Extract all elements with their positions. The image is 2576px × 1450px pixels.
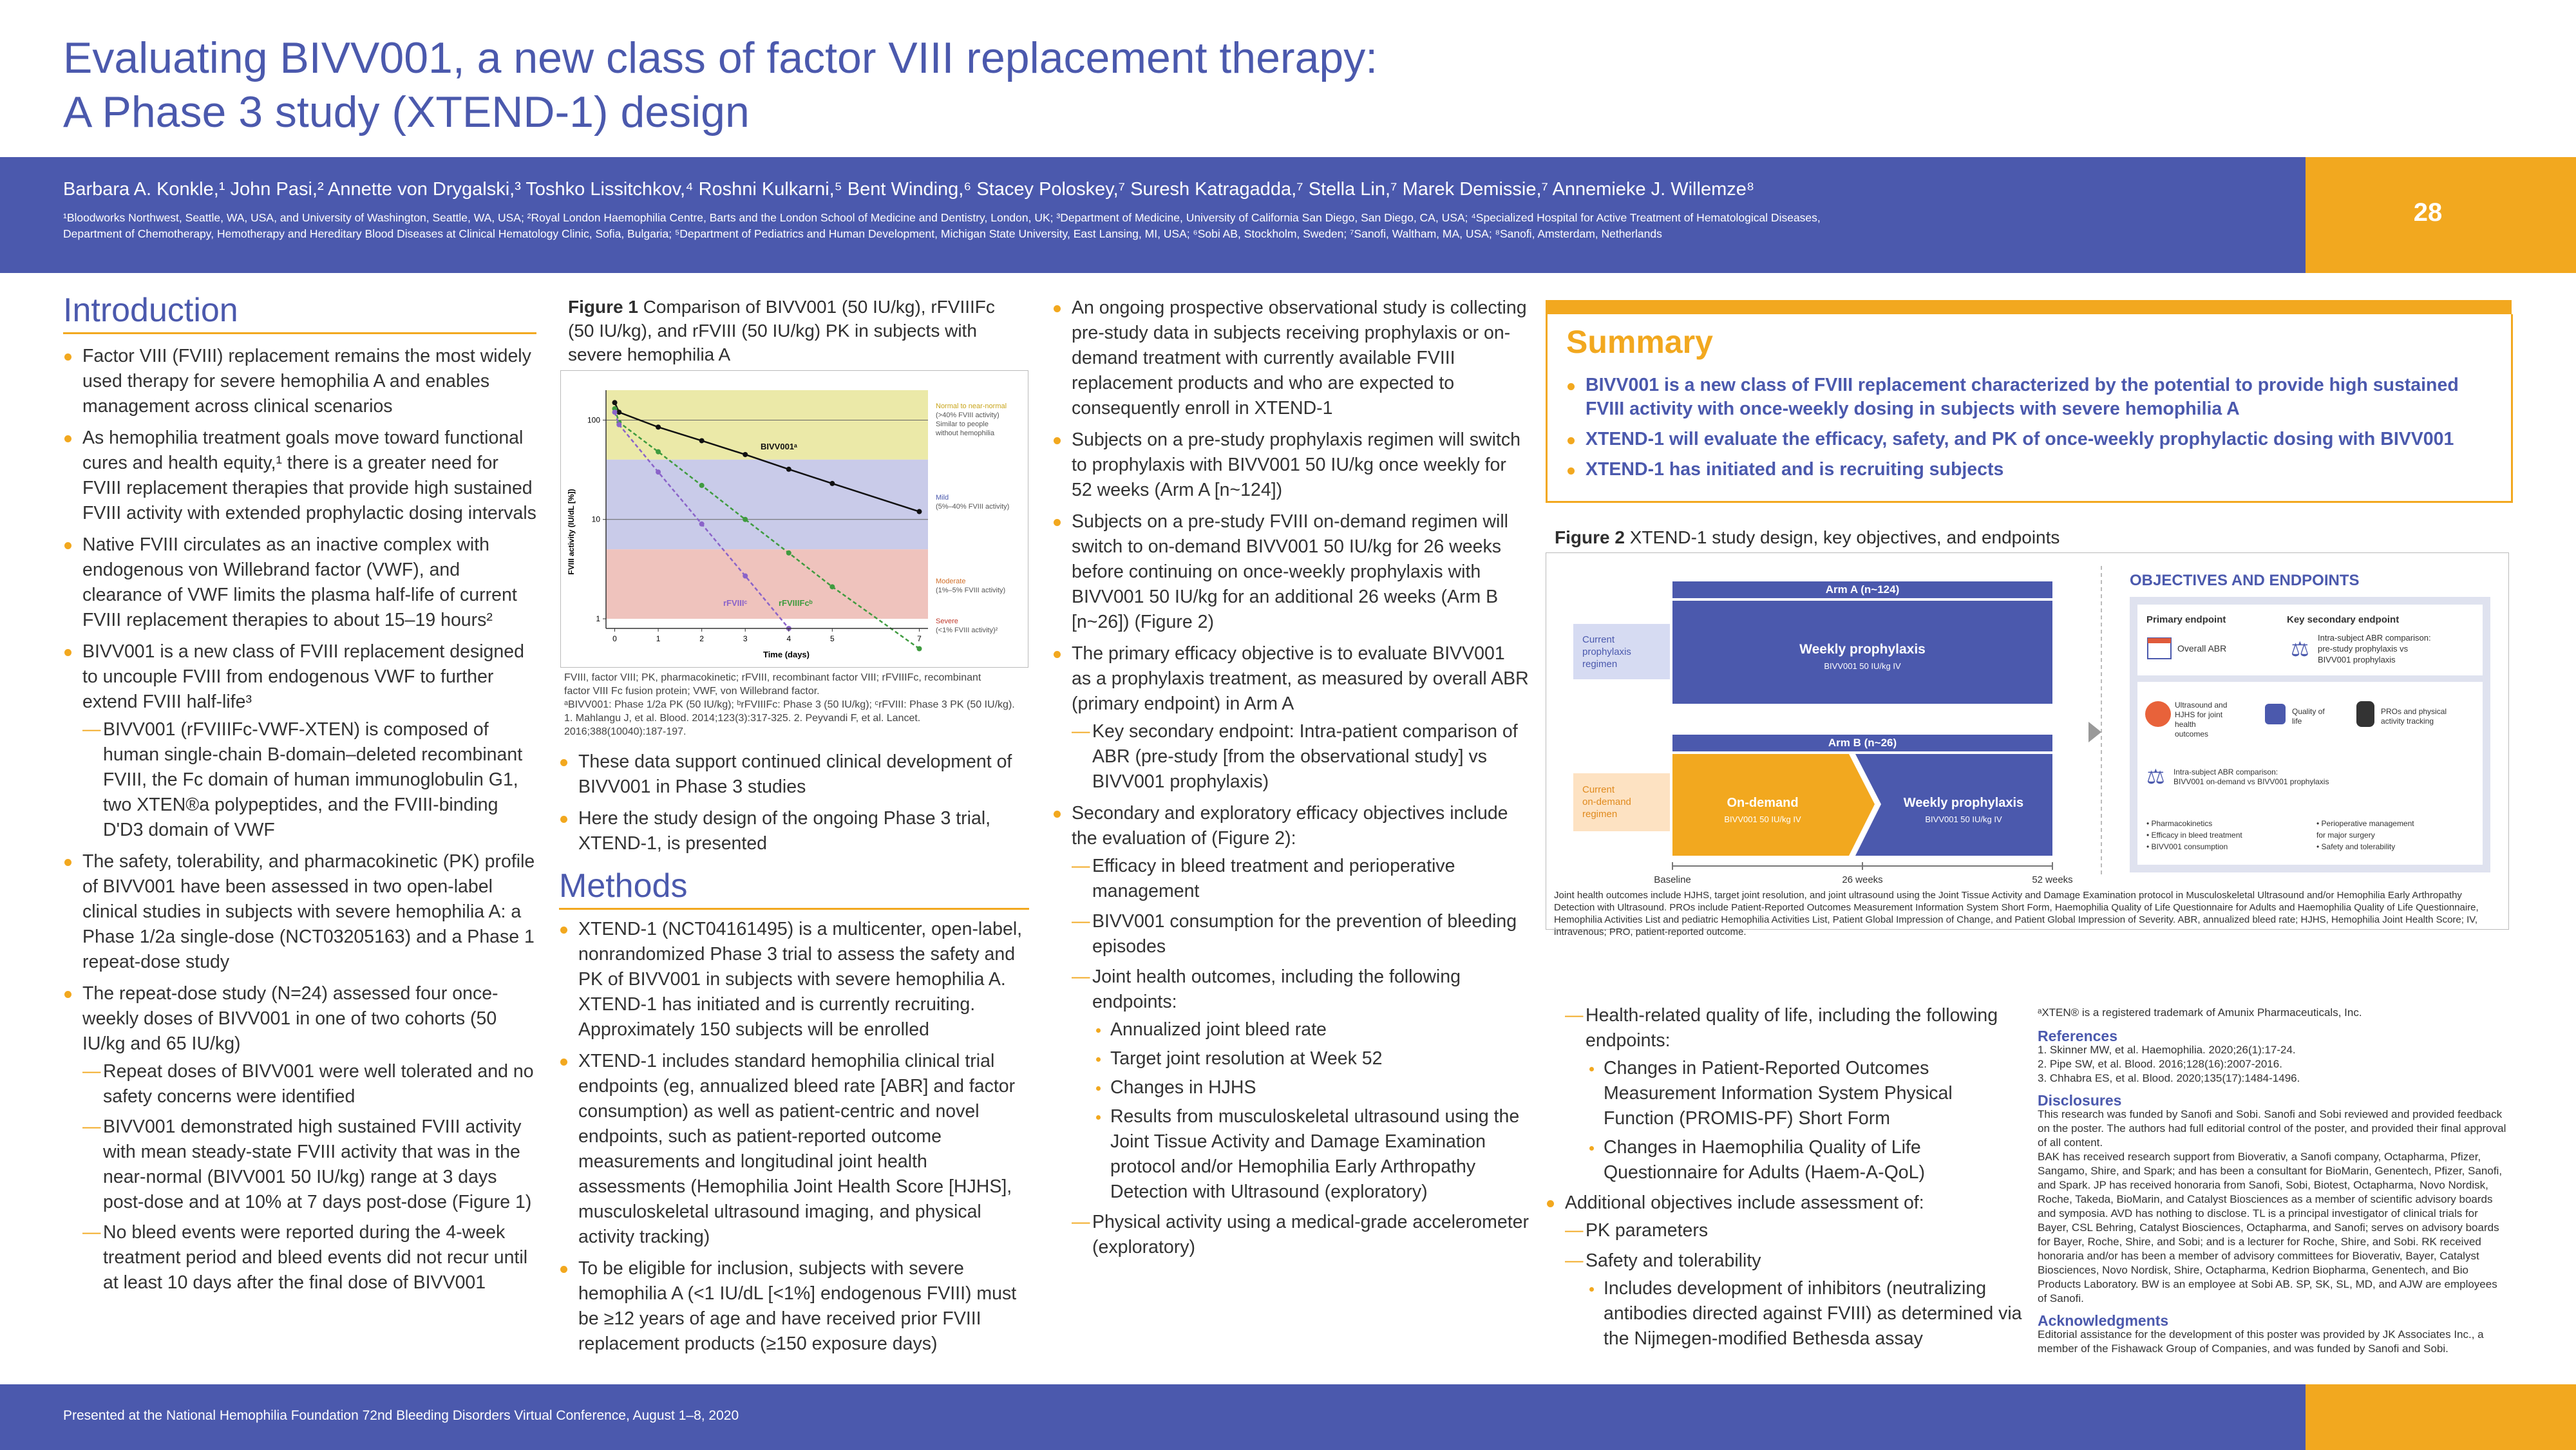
summary-top-bar <box>1546 300 2512 314</box>
data-point <box>743 517 748 522</box>
title-line-2: A Phase 3 study (XTEND-1) design <box>63 88 750 137</box>
data-point <box>612 400 618 405</box>
arm-b-ondemand-label: On-demand <box>1727 796 1799 810</box>
methods-continued <box>1052 296 1529 1266</box>
sub-sub-list-item: Annualized joint bleed rate <box>1092 1017 1529 1042</box>
zone-moderate-label: Moderate <box>936 578 966 585</box>
references-heading: References <box>2038 1028 2118 1044</box>
intra-subject-2-label: Intra-subject ABR comparison: BIVV001 on-demand vs BIVV001 prophylaxis <box>2174 767 2329 786</box>
sub-sub-list-item: Changes in Patient-Reported Outcomes Measurement Information System Physical Function (PROMIS-PF) Short Form <box>1586 1056 2022 1131</box>
list-item: To be eligible for inclusion, subjects with severe hemophilia A (<1 IU/dL [<1%] endogenous FVIII) must be ≥12 years of age and have received prior FVIII replacement products (≥150 exposure days) <box>559 1256 1036 1357</box>
data-point <box>916 646 922 651</box>
poster-title <box>63 31 1738 139</box>
sub-list-item: — BIVV001 (rFVIIIFc-VWF-XTEN) is composed of human single-chain B-domain–deleted recombinant FVIII, the Fc domain of human immunoglobulin G1, two XTEN®a polypeptides, and the FVIII-binding D'D3 domain of VWF <box>82 717 540 843</box>
figure-2-label: Figure 2 <box>1555 527 1625 547</box>
data-point <box>743 452 748 457</box>
ultrasound-label: Ultrasound and HJHS for joint health outcomes <box>2175 701 2228 739</box>
primary-endpoint-heading: Primary endpoint <box>2146 614 2226 625</box>
introduction-rule <box>63 332 536 334</box>
figure-1-note-1: FVIII, factor VIII; PK, pharmacokinetic; rFVIII, recombinant factor VIII; rFVIIIFc, recombinant <box>564 672 981 683</box>
sub-sub-list-item: Changes in HJHS <box>1092 1075 1529 1100</box>
arm-b-label: Arm B (n~26) <box>1828 737 1897 749</box>
quality-of-life-icon <box>2265 704 2286 724</box>
sub-list-item-text: Safety and tolerability <box>1586 1250 1761 1271</box>
list-item: XTEND-1 has initiated and is recruiting subjects <box>1566 458 2494 482</box>
data-point <box>743 573 748 578</box>
figure-1-chart-box <box>560 370 1028 668</box>
list-item: Subjects on a pre-study FVIII on-demand regimen will switch to on-demand BIVV001 50 IU/kg for 26 weeks before continuing on once-weekly prophylaxis with BIVV001 50 IU/kg for an additional 26 weeks (Arm B [n~26]) (Figure 2) <box>1052 509 1529 635</box>
reference-2: 2. Pipe SW, et al. Blood. 2016;128(16):2007-2016. <box>2038 1058 2282 1070</box>
zone-severe-label: Severe <box>936 617 958 625</box>
list-item: XTEND-1 (NCT04161495) is a multicenter, open-label, nonrandomized Phase 3 trial to assess the safety and PK of BIVV001 in subjects with severe hemophilia A. XTEND-1 has initiated and is currently recruiting. Approximately 150 subjects will be enrolled <box>559 917 1036 1042</box>
x-tick-label: 7 <box>917 634 922 643</box>
sub-list-item: — PK parameters <box>1565 1218 2022 1243</box>
objectives-title: OBJECTIVES AND ENDPOINTS <box>2130 572 2360 589</box>
zone-moderate <box>606 549 928 619</box>
y-tick-label: 100 <box>587 415 600 425</box>
y-tick-label: 10 <box>591 514 600 524</box>
sub-list-item <box>1565 1248 2022 1351</box>
data-point <box>699 438 705 443</box>
list-item <box>1546 1191 2022 1351</box>
scale-icon-2: ⚖ <box>2146 765 2165 788</box>
sub-list-item-text: Health-related quality of life, including the following endpoints: <box>1586 1005 1998 1051</box>
figure-1-notes <box>564 671 1025 739</box>
figure-2-note: Joint health outcomes include HJHS, target joint resolution, and joint ultrasound using the Joint Tissue Activity and Damage Examination protocol in Musculoskeletal Ultrasound and/or Hemophilia Early Arthropathy Detection with Ultrasound. PROs include Patient-Reported Outcomes Measurement Information System Short Form, Haemophilia Quality of Life Questionnaire for Adults and Haemophilia Quality of Life Questionnaire, Hemophilia Activities List and pediatric Hemophilia Activities List, Patient Global Impression of Change, and Patient Global Impression of Severity. ABR, annualized bleed rate; HJHS, Hemophilia Joint Health Score; IV, intravenous; PRO, patient-reported outcome. <box>1554 890 2479 937</box>
intra-subject-label: Intra-subject ABR comparison: pre-study prophylaxis vs BIVV001 prophylaxis <box>2318 633 2431 664</box>
data-point <box>829 481 835 486</box>
data-point <box>656 424 661 429</box>
affiliations-line-1: ¹Bloodworks Northwest, Seattle, WA, USA, and University of Washington, Seattle, WA, USA; ²Royal London Haemophilia Centre, Barts and the London School of Medicine and Dentistry, London, UK; ³Department of Medicine, University of California San Diego, San Diego, CA, USA; ⁴Specialized Hospital for Active Treatment of Hematological Diseases, <box>63 211 1821 224</box>
data-point <box>786 551 791 556</box>
list-item: An ongoing prospective observational study is collecting pre-study data in subjects receiving prophylaxis or on-demand treatment with currently available FVIII replacement products and who are expected to consequently enroll in XTEND-1 <box>1052 296 1529 421</box>
footer-text: Presented at the National Hemophilia Foundation 72nd Bleeding Disorders Virtual Conference, August 1–8, 2020 <box>63 1408 739 1423</box>
footer-orange-band <box>2306 1384 2576 1450</box>
list-item: Native FVIII circulates as an inactive complex with endogenous von Willebrand factor (VWF), and clearance of VWF limits the plasma half-life of current FVIII replacement therapies to about 15–19 hours² <box>63 532 540 633</box>
x-tick-label: 5 <box>830 634 835 643</box>
list-item-text: Secondary and exploratory efficacy objectives include the evaluation of (Figure 2): <box>1072 803 1508 849</box>
figure-1-note-3: ᵃBIVV001: Phase 1/2a PK (50 IU/kg); ᵇrFVIIIFc: Phase 3 (50 IU/kg); ᶜrFVIII: Phase 3 PK (50 IU/kg). <box>564 699 1015 710</box>
author-list: Barbara A. Konkle,¹ John Pasi,² Annette von Drygalski,³ Toshko Lissitchkov,⁴ Roshni Kulkarni,⁵ Bent Winding,⁶ Stacey Poloskey,⁷ Suresh Katragadda,⁷ Stella Lin,⁷ Marek Demissie,⁷ Annemieke J. Willemze⁸ <box>63 179 1755 200</box>
arm-b-weekly-prophylaxis-label: Weekly prophylaxis <box>1903 796 2024 810</box>
data-point <box>699 483 705 488</box>
references-section <box>2038 1006 2508 1356</box>
x-tick-label: 4 <box>786 634 791 643</box>
figure-1-note-5: 2016;388(10040):187-197. <box>564 726 687 737</box>
zone-normal-sub-3: without hemophilia <box>936 429 995 437</box>
y-tick-label: 1 <box>596 614 600 624</box>
quality-of-life-label: Quality of life <box>2292 707 2325 726</box>
objectives-continued <box>1546 1001 2022 1358</box>
timeline-baseline-label: Baseline <box>1654 874 1691 885</box>
affiliations-line-2: Department of Chemotherapy, Hemotherapy and Hereditary Blood Diseases at Clinical Hematology Clinic, Sofia, Bulgaria; ⁵Department of Pediatrics and Human Development, Michigan State University, East Lansing, MI, USA; ⁶Sobi AB, Stockholm, Sweden; ⁷Sanofi, Waltham, MA, USA; ⁸Sanofi, Amsterdam, Netherlands <box>63 227 1662 240</box>
key-secondary-heading: Key secondary endpoint <box>2287 614 2400 625</box>
affiliations <box>63 210 2188 242</box>
figure-2-caption <box>1555 525 2495 549</box>
zone-normal-label: Normal to near-normal <box>936 402 1007 410</box>
figure-1-note-2: factor VIII Fc fusion protein; VWF, von Willebrand factor. <box>564 686 820 697</box>
sub-list-item: — No bleed events were reported during the 4-week treatment period and bleed events did not recur until at least 10 days after the final dose of BIVV001 <box>82 1220 540 1295</box>
zone-normal-sub-1: (>40% FVIII activity) <box>936 411 999 419</box>
pk-item-1: • Pharmacokinetics <box>2146 819 2213 828</box>
figure-2-diagram <box>1546 553 2508 929</box>
data-point <box>656 469 661 475</box>
methods-section <box>559 917 1036 1363</box>
data-point <box>616 422 621 428</box>
figure-1-caption <box>568 295 1019 366</box>
sub-list-item: — BIVV001 demonstrated high sustained FVIII activity with mean steady-state FVIII activity that was in the near-normal (BIVV001 50 IU/kg) range at 3 days post-dose and at 10% at 7 days post-dose (Figure 1) <box>82 1115 540 1215</box>
introduction-section <box>63 344 540 1302</box>
pros-label: PROs and physical activity tracking <box>2381 707 2447 726</box>
reference-3: 3. Chhabra ES, et al. Blood. 2020;135(17):1484-1496. <box>2038 1072 2300 1084</box>
list-item: XTEND-1 will evaluate the efficacy, safety, and PK of once-weekly prophylactic dosing with BIVV001 <box>1566 428 2494 451</box>
figure-1-chart <box>561 371 1028 667</box>
data-point <box>612 410 618 415</box>
current-prophylaxis-label: Current prophylaxis regimen <box>1582 634 1631 670</box>
figure-2-caption-text: XTEND-1 study design, key objectives, and endpoints <box>1624 527 2060 547</box>
list-item <box>63 981 540 1295</box>
pk-item-2: • Efficacy in bleed treatment <box>2146 831 2242 840</box>
pk-item-3: • BIVV001 consumption <box>2146 842 2228 851</box>
disclosures-authors: BAK has received research support from Bioverativ, a Sanofi company, Octapharma, Pfizer, Sangamo, Shire, and Spark; and has been a consultant for BioMarin, Genentech, Pfizer, Sanofi, and Spark. JP has received honoraria from Sanofi, Sobi, Biotest, Octapharma, Novo Nordisk, Roche, Takeda, BioMarin, and Catalyst Biosciences as a member of scientific advisory boards and symposia. AVD has nothing to disclose. TL is a principal investigator of clinical trials for Bayer, CSL Behring, Catalyst Biosciences, Octapharma, and Sanofi; serves on advisory boards for Bayer, Roche, Shire, and Sobi; and is a lecturer for Roche, Shire, and Sobi. RK received honoraria and/or has been a member of advisory committees for Bioverativ, Bayer, Catalyst Biosciences, Novo Nordisk, Shire, Octapharma, Kedrion Biopharma, Genentech, and Bio Products Laboratory. BW is an employee at Sobi AB. SP, SK, SL, MD, and AJW are employees of Sanofi. <box>2038 1151 2503 1304</box>
title-line-1: Evaluating BIVV001, a new class of factor VIII replacement therapy: <box>63 33 1378 82</box>
figure-1-caption-text: Comparison of BIVV001 (50 IU/kg), rFVIIIFc (50 IU/kg), and rFVIII (50 IU/kg) PK in subjects with severe hemophilia A <box>568 297 995 364</box>
trademark-note: ᵃXTEN® is a registered trademark of Amunix Pharmaceuticals, Inc. <box>2038 1006 2362 1019</box>
list-item: Here the study design of the ongoing Phase 3 trial, XTEND-1, is presented <box>559 806 1032 856</box>
chart-y-label: FVIII activity (IU/dL [%]) <box>567 489 576 575</box>
list-item-text: The primary efficacy objective is to evaluate BIVV001 as a prophylaxis treatment, as measured by overall ABR (primary endpoint) in Arm A <box>1072 643 1529 714</box>
zone-severe-sub: (<1% FVIII activity)² <box>936 626 998 634</box>
po-item-2: for major surgery <box>2316 831 2375 840</box>
x-tick-label: 3 <box>743 634 748 643</box>
poster-number: 28 <box>2413 198 2443 227</box>
figure-1-note-4: 1. Mahlangu J, et al. Blood. 2014;123(3):317-325. 2. Peyvandi F, et al. Lancet. <box>564 713 921 724</box>
list-item: As hemophilia treatment goals move toward functional cures and health equity,¹ there is a greater need for FVIII replacement therapies that provide high sustained FVIII activity with extended prophylactic dosing intervals <box>63 426 540 526</box>
data-point <box>829 584 835 589</box>
list-item: XTEND-1 includes standard hemophilia clinical trial endpoints (eg, annualized bleed rate [ABR] and factor consumption) as well as patient-centric and novel endpoints, such as patient-reported outcome measurements and longitudinal joint health assessments (Hemophilia Joint Health Score [HJHS], musculoskeletal ultrasound imaging, and physical activity tracking) <box>559 1049 1036 1250</box>
po-item-3: • Safety and tolerability <box>2316 842 2396 851</box>
introduction-continued <box>559 749 1032 863</box>
figure-2-arrow-icon <box>2088 722 2101 742</box>
watch-icon <box>2356 701 2374 727</box>
arm-b-weekly-dose: BIVV001 50 IU/kg IV <box>1925 814 2002 824</box>
sub-sub-list-item: Target joint resolution at Week 52 <box>1092 1046 1529 1071</box>
timeline-26-label: 26 weeks <box>1842 874 1883 885</box>
sub-list-item <box>1072 965 1529 1205</box>
methods-rule <box>559 908 1029 910</box>
list-item: Factor VIII (FVIII) replacement remains the most widely used therapy for severe hemophilia A and enables management across clinical scenarios <box>63 344 540 419</box>
chart-x-label: Time (days) <box>762 650 810 659</box>
figure-1-label: Figure 1 <box>568 297 638 317</box>
list-item: The safety, tolerability, and pharmacokinetic (PK) profile of BIVV001 have been assessed in two open-label clinical studies in subjects with severe hemophilia A: a Phase 1/2a single-dose (NCT03205163) and a Phase 1 repeat-dose study <box>63 849 540 975</box>
acknowledgments-heading: Acknowledgments <box>2038 1312 2169 1329</box>
sub-list-item <box>1565 1003 2022 1185</box>
list-item: These data support continued clinical development of BIVV001 in Phase 3 studies <box>559 749 1032 800</box>
po-item-1: • Perioperative management <box>2316 819 2414 828</box>
summary-list <box>1566 373 2494 488</box>
data-point <box>656 449 661 455</box>
list-item-text: BIVV001 is a new class of FVIII replacement designed to uncouple FVIII from endogenous VWF to further extend FVIII half-life³ <box>82 641 524 712</box>
sub-list-item: — Physical activity using a medical-grade accelerometer (exploratory) <box>1072 1210 1529 1260</box>
list-item <box>63 639 540 843</box>
list-item: BIVV001 is a new class of FVIII replacement characterized by the potential to provide high sustained FVIII activity with once-weekly dosing in subjects with severe hemophilia A <box>1566 373 2494 421</box>
zone-moderate-sub: (1%–5% FVIII activity) <box>936 587 1006 594</box>
sub-list-item: — Key secondary endpoint: Intra-patient comparison of ABR (pre-study [from the observational study] vs BIVV001 prophylaxis) <box>1072 719 1529 795</box>
series-label-rfviiifc: rFVIIIFcᵇ <box>779 598 813 608</box>
timeline-52-label: 52 weeks <box>2032 874 2073 885</box>
x-tick-label: 2 <box>699 634 704 643</box>
list-item-text: The repeat-dose study (N=24) assessed four once-weekly doses of BIVV001 in one of two cohorts (50 IU/kg and 65 IU/kg) <box>82 983 498 1054</box>
zone-mild-label: Mild <box>936 494 949 502</box>
reference-1: 1. Skinner MW, et al. Haemophilia. 2020;26(1):17-24. <box>2038 1044 2296 1056</box>
disclosures-funding: This research was funded by Sanofi and Sobi. Sanofi and Sobi reviewed and provided feedback on the poster. The authors had full editorial control of the poster, and provided their final approval of all content. <box>2038 1108 2506 1149</box>
arm-a-label: Arm A (n~124) <box>1825 583 1900 596</box>
methods-heading: Methods <box>559 867 688 905</box>
figure-2-box <box>1546 552 2509 937</box>
x-tick-label: 1 <box>656 634 661 643</box>
sub-sub-list-item: Includes development of inhibitors (neutralizing antibodies directed against FVIII) as determined via the Nijmegen-modified Bethesda assay <box>1586 1276 2022 1351</box>
overall-abr-label: Overall ABR <box>2177 643 2227 654</box>
list-item: Subjects on a pre-study prophylaxis regimen will switch to prophylaxis with BIVV001 50 IU/kg once weekly for 52 weeks (Arm A [n~124]) <box>1052 428 1529 503</box>
disclosures-heading: Disclosures <box>2038 1092 2122 1109</box>
arm-b-ondemand-dose: BIVV001 50 IU/kg IV <box>1724 814 1801 824</box>
data-point <box>786 467 791 472</box>
data-point <box>916 509 922 514</box>
series-label-bivv001: BIVV001ᵃ <box>761 442 797 451</box>
data-point <box>699 522 705 527</box>
sub-sub-list-item: Changes in Haemophilia Quality of Life Questionnaire for Adults (Haem-A-QoL) <box>1586 1135 2022 1185</box>
introduction-heading: Introduction <box>63 292 238 329</box>
sub-list-item: — BIVV001 consumption for the prevention of bleeding episodes <box>1072 909 1529 959</box>
zone-normal-sub-2: Similar to people <box>936 420 989 428</box>
sub-list-item-text: Joint health outcomes, including the following endpoints: <box>1092 966 1461 1012</box>
acknowledgments-text: Editorial assistance for the development of this poster was provided by JK Associates Inc., a member of the Fishawack Group of Companies, and was funded by Sanofi and Sobi. <box>2038 1328 2484 1355</box>
list-item-text: Additional objectives include assessment of: <box>1565 1192 1924 1213</box>
zone-mild-sub: (5%–40% FVIII activity) <box>936 503 1010 511</box>
summary-heading: Summary <box>1566 324 1713 360</box>
series-label-rfviii: rFVIIIᶜ <box>723 598 748 608</box>
sub-list-item: — Repeat doses of BIVV001 were well tolerated and no safety concerns were identified <box>82 1059 540 1109</box>
arm-a-weekly-prophylaxis-label: Weekly prophylaxis <box>1799 642 1926 657</box>
ultrasound-icon <box>2145 701 2171 727</box>
list-item <box>1052 801 1529 1260</box>
x-tick-label: 0 <box>612 634 617 643</box>
sub-list-item: — Efficacy in bleed treatment and perioperative management <box>1072 854 1529 904</box>
arm-a-dose: BIVV001 50 IU/kg IV <box>1824 661 1901 671</box>
list-item <box>1052 641 1529 795</box>
sub-sub-list-item: Results from musculoskeletal ultrasound using the Joint Tissue Activity and Damage Examination protocol and/or Hemophilia Early Arthropathy Detection with Ultrasound (exploratory) <box>1092 1104 1529 1205</box>
scale-icon: ⚖ <box>2291 637 2309 661</box>
current-ondemand-label: Current on-demand regimen <box>1582 784 1631 820</box>
